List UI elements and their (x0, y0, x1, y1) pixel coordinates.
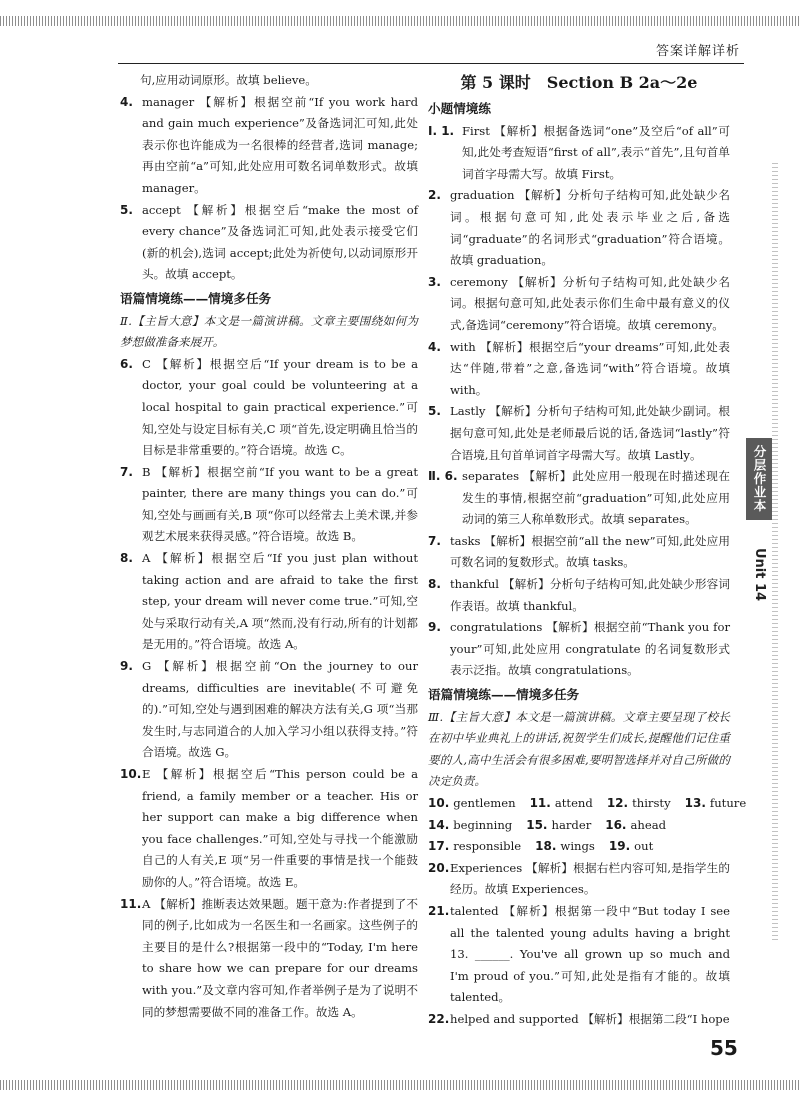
answer-item (428, 466, 730, 531)
lesson-title: 第 5 课时 Section B 2a～2e (460, 73, 698, 92)
item-text: with 【解析】根据空后“your dreams”可知,此处表达“伴随,带着”之意,备选词“with”符合语境。故填 with。 (450, 339, 730, 397)
item-number: 10. (120, 767, 142, 781)
item-text: accept 【解析】根据空后“make the most of every chance”及备选词汇可知,此处表示接受它们(新的机会),选词 accept;此处为祈使句,以动词原形开头。故填 accept。 (142, 202, 418, 282)
main-idea: Ⅱ.【主旨大意】本文是一篇演讲稿。文章主要围绕如何为梦想做准备来展开。 (120, 313, 418, 350)
side-unit-label: Unit 14 (752, 548, 767, 602)
item-text: E 【解析】根据空后“This person could be a friend, a family member or a teacher. His or her support can make a big difference when you face challenges.”可知,空处与寻找一个能激励自己的人有关,E 项“另一件重要的事情是找一个能鼓励你的人。”符合语境。故选 E。 (142, 767, 418, 889)
item-number: 14. (428, 817, 450, 832)
answer-item (120, 462, 418, 548)
item-number: 17. (428, 839, 450, 854)
answer-item (428, 121, 730, 186)
answer-item (428, 1009, 730, 1031)
header-rule (118, 63, 744, 64)
page-header (0, 34, 800, 66)
answer-word: out (634, 839, 654, 854)
item-text: First 【解析】根据备选词“one”及空后“of all”可知,此处考查短语“first of all”,表示“首先”,且句首单词首字母需大写。故填 First。 (462, 123, 730, 181)
item-number: 18. (535, 839, 557, 854)
answer-word: future (709, 796, 747, 810)
item-text: tasks 【解析】根据空前“all the new”可知,此处应用可数名词的复数形式。故填 tasks。 (450, 533, 730, 570)
item-number: 13. (684, 796, 706, 810)
answer-item (428, 185, 730, 271)
answer-word: responsible (453, 839, 522, 854)
item-number: 20. (428, 860, 450, 875)
item-number: 15. (526, 817, 548, 832)
section-heading: 语篇情境练——情境多任务 (428, 687, 580, 703)
item-number: Ⅱ. 6. (428, 469, 458, 484)
item-number: 22. (428, 1011, 450, 1026)
section-heading: 语篇情境练——情境多任务 (120, 290, 272, 306)
item-text: A 【解析】推断表达效果题。题干意为:作者提到了不同的例子,比如成为一名医生和一名画家。这些例子的主要目的是什么?根据第一段中的“Today, I'm here to share how we can prepare for our dreams with you.”及文章内容可知,作者举例子是为了说明不同的梦想需要做不同的准备工作。故选 A。 (142, 896, 418, 1019)
item-text: talented 【解析】根据第一段中“But today I see all the talented young adults having a bright 13. ______. You've all grown up so much and I'm proud of you.”可知,此处是指有才能的。故填 talented。 (450, 903, 730, 1005)
item-number: 8. (120, 551, 133, 566)
main-idea: Ⅲ.【主旨大意】本文是一篇演讲稿。文章主要呈现了校长在初中毕业典礼上的讲话,祝贺学生们成长,提醒他们记住重要的人,高中生活会有很多困难,要明智选择并对自己所做的决定负责。 (428, 709, 730, 789)
item-number: 21. (428, 903, 450, 918)
item-text: Lastly 【解析】分析句子结构可知,此处缺少副词。根据句意可知,此处是老师最后说的话,备选词“lastly”符合语境,且句首单词首字母需大写。故填 Lastly。 (450, 404, 730, 462)
item-number: 5. (428, 404, 441, 419)
item-number: 5. (120, 202, 133, 217)
item-text: B 【解析】根据空前“If you want to be a great painter, there are many things you can do.”可知,空处与画画有关,B 项“你可以经常去上美术课,并参观艺术展来获得灵感。”符合语境。故选 B。 (142, 464, 418, 544)
answer-item (428, 337, 730, 402)
item-number: 16. (605, 817, 627, 832)
section-heading: 小题情境练 (428, 101, 491, 116)
page-number: 55 (710, 1036, 738, 1060)
item-number: 9. (428, 620, 441, 635)
item-number: 10. (428, 796, 450, 810)
item-text: 句,应用动词原形。故填 believe。 (140, 73, 317, 87)
item-text: thankful 【解析】分析句子结构可知,此处缺少形容词作表语。故填 thankful。 (450, 577, 730, 613)
answer-item (120, 354, 418, 462)
answer-row (428, 836, 730, 858)
item-number: 2. (428, 188, 441, 203)
answer-rows (428, 793, 747, 858)
item-text: ceremony 【解析】分析句子结构可知,此处缺少名词。根据句意可知,此处表示你们生命中最有意义的仪式,备选词“ceremony”符合语境。故填 ceremony。 (450, 274, 730, 332)
answer-word: wings (560, 839, 595, 854)
item-number: 11. (120, 896, 142, 911)
item-number: Ⅰ. 1. (428, 123, 455, 138)
item-text: C 【解析】根据空后“If your dream is to be a doctor, your goal could be volunteering at a local hospital to gain practical experience.”可知,空处与设定目标有关,C 项“首先,设定明确且恰当的目标是非常重要的。”符合语境。故选 C。 (142, 356, 418, 458)
answer-item (428, 858, 730, 901)
answer-word: gentlemen (453, 796, 516, 810)
item-number: 4. (120, 94, 133, 109)
item-text: manager 【解析】根据空前“If you work hard and gain much experience”及备选词汇可知,此处表示你也许能成为一名很棒的经营者,选词 manage;再由空前“a”可知,此处应用可数名词单数形式。故填 manager。 (142, 94, 418, 195)
top-border-pattern (0, 16, 800, 26)
item-number: 8. (428, 577, 441, 592)
answer-item (120, 92, 418, 200)
item-number: 11. (529, 796, 551, 810)
answer-item (428, 901, 730, 1009)
header-title: 答案详解详析 (655, 44, 740, 59)
item-number: 7. (120, 464, 133, 479)
answer-item (120, 200, 418, 286)
answer-item (428, 272, 730, 337)
answer-item (120, 894, 418, 1024)
answer-row (428, 815, 730, 837)
answer-item (428, 531, 730, 574)
item-text: G 【解析】根据空前“On the journey to our dreams, difficulties are inevitable(不可避免的).”可知,空处与遇到困难的解决方法有关,G 项“当那发生时,与志同道合的人加入学习小组以获得支持。”符合语境。故选 G。 (142, 659, 418, 760)
answer-row (428, 793, 747, 815)
item-number: 4. (428, 339, 441, 354)
item-text: congratulations 【解析】根据空前“Thank you for your”可知,此处应用 congratulate 的名词复数形式表示泛指。故填 congratulations。 (450, 620, 730, 678)
answer-word: beginning (453, 817, 513, 832)
answer-word: thirsty (632, 796, 671, 810)
answer-word: attend (554, 796, 593, 810)
item-number: 7. (428, 533, 441, 548)
right-column (428, 70, 747, 1031)
item-number: 12. (606, 796, 629, 810)
answer-word: harder (551, 817, 592, 832)
item-number: 3. (428, 274, 441, 289)
answer-item (428, 574, 730, 617)
item-number: 19. (608, 839, 631, 854)
item-text: helped and supported 【解析】根据第二段“I hope (450, 1011, 730, 1026)
item-text: Experiences 【解析】根据右栏内容可知,是指学生的经历。故填 Experiences。 (450, 860, 730, 897)
edge-pattern (772, 160, 778, 940)
side-tab: 分层作业本 (746, 438, 772, 520)
item-text: A 【解析】根据空后“If you just plan without taking action and are afraid to take the first step, your dream will never come true.”可知,空处与采取行动有关,A 项“然而,没有行动,所有的计划都是无用的。”符合语境。故选 A。 (142, 551, 418, 652)
answer-item (120, 764, 418, 894)
section-1-items (428, 121, 730, 682)
item-number: 6. (120, 356, 133, 371)
answer-item (428, 617, 730, 682)
bottom-border-pattern (0, 1080, 800, 1090)
item-text: graduation 【解析】分析句子结构可知,此处缺少名词。根据句意可知,此处表示毕业之后,备选词“graduate”的名词形式“graduation”符合语境。故填 graduation。 (450, 188, 730, 268)
item-number: 9. (120, 659, 133, 674)
item-text: separates 【解析】此处应用一般现在时描述现在发生的事情,根据空前“graduation”可知,此处应用动词的第三人称单数形式。故填 separates。 (462, 469, 730, 527)
answer-item (120, 548, 418, 656)
answer-word: ahead (630, 817, 667, 832)
section-2-items (428, 858, 730, 1031)
answer-item (428, 401, 730, 466)
answer-item (120, 70, 418, 92)
left-column (120, 70, 418, 1023)
answer-item (120, 656, 418, 764)
